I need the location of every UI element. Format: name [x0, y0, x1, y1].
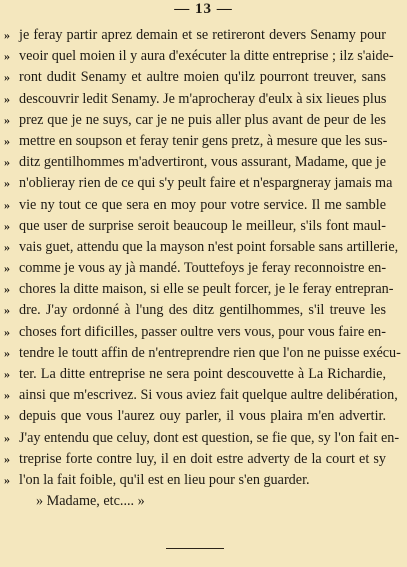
- quote-mark: »: [4, 261, 10, 276]
- line-text: n'oblieray rien de ce qui s'y peult faire et n'espargneray jamais ma: [19, 175, 393, 192]
- quote-mark: »: [4, 28, 10, 42]
- line-text: chores la ditte maison, si elle se peult forcer, je le feray entrepran-: [19, 281, 394, 298]
- quote-mark: »: [4, 112, 10, 127]
- text-line: [0, 131, 407, 152]
- text-line: [0, 428, 407, 449]
- text-line: [0, 110, 407, 131]
- line-text: mettre en soupson et feray tenir gens pretz, à mesure que les sus-: [19, 132, 388, 149]
- quote-mark: »: [4, 176, 10, 191]
- quote-mark: »: [4, 303, 10, 318]
- text-line: [0, 152, 407, 173]
- line-text: l'on la fait foible, qu'il est en lieu pour s'en guarder.: [19, 471, 310, 488]
- text-line: [0, 25, 407, 46]
- line-text: veoir quel moien il y aura d'exécuter la ditte entreprise ; ilz s'aide-: [19, 48, 394, 65]
- text-line: [0, 364, 407, 385]
- text-line: [0, 89, 407, 110]
- closing-rule: [166, 548, 224, 549]
- quote-mark: »: [4, 49, 10, 64]
- line-text: ditz gentilhommes m'advertiront, vous assurant, Madame, que je: [19, 154, 386, 171]
- quote-mark: »: [4, 282, 10, 297]
- line-text: choses fort dificilles, passer oultre vers vous, pour vous faire en-: [19, 323, 386, 340]
- text-line: [0, 195, 407, 216]
- line-text: comme je vous ay jà mandé. Touttefoys je feray reconnoistre en-: [19, 260, 387, 277]
- quote-mark: »: [4, 155, 10, 170]
- quote-mark: »: [4, 197, 10, 212]
- line-text: vie ny tout ce que sera en moy pour votre service. Il me samble: [19, 196, 386, 213]
- line-text: vais guet, attendu que la mayson n'est point forsable sans artillerie,: [19, 238, 399, 255]
- text-line: [0, 173, 407, 194]
- quote-mark: »: [4, 133, 10, 148]
- text-line: [0, 258, 407, 279]
- quote-mark: »: [4, 430, 10, 445]
- line-text: treprise forte contre luy, il en doit estre adverty de la court et sy: [19, 450, 386, 467]
- letter-text: [0, 25, 407, 512]
- text-line: [0, 46, 407, 67]
- quote-mark: »: [4, 91, 10, 106]
- closing-line: [0, 491, 407, 512]
- quote-mark: »: [4, 409, 10, 424]
- text-line: [0, 216, 407, 237]
- text-line: [0, 406, 407, 427]
- text-line: [0, 449, 407, 470]
- line-text: dre. J'ay ordonné à l'ung des ditz gentilhommes, s'il treuve les: [19, 302, 386, 319]
- text-line: [0, 343, 407, 364]
- closing-text: » Madame, etc.... »: [36, 493, 145, 510]
- quote-mark: »: [4, 239, 10, 254]
- quote-mark: »: [4, 218, 10, 233]
- line-text: prez que je ne suys, car je ne puis aller plus avant de peur de les: [19, 111, 386, 128]
- quote-mark: »: [4, 472, 10, 487]
- line-text: ainsi que m'escrivez. Si vous aviez fait quelque aultre delibération,: [19, 387, 398, 404]
- quote-mark: »: [4, 367, 10, 381]
- quote-mark: »: [4, 451, 10, 466]
- quote-mark: »: [4, 345, 10, 360]
- text-line: [0, 279, 407, 300]
- text-line: [0, 322, 407, 343]
- line-text: descouvrir ledit Senamy. Je m'aprocheray d'eulx à six lieues plus: [19, 90, 387, 107]
- quote-mark: »: [4, 70, 10, 85]
- line-text: que user de surprise seroit beaucoup le meilleur, s'ils font maul-: [19, 217, 386, 234]
- line-text: tendre le toutt affin de n'entreprendre rien que l'on ne puisse exécu-: [19, 344, 401, 361]
- text-line: [0, 385, 407, 406]
- text-line: [0, 470, 407, 491]
- page-number: — 13 —: [174, 1, 233, 17]
- text-line: [0, 237, 407, 258]
- line-text: ter. La ditte entreprise ne sera point descouvette à La Richardie,: [19, 366, 386, 382]
- text-line: [0, 300, 407, 321]
- quote-mark: »: [4, 324, 10, 339]
- line-text: je feray partir aprez demain et se retireront devers Senamy pour: [19, 27, 386, 43]
- line-text: J'ay entendu que celuy, dont est question, se fie que, sy l'on fait en-: [19, 429, 400, 446]
- text-line: [0, 67, 407, 88]
- quote-mark: »: [4, 388, 10, 403]
- line-text: ront dudit Senamy et aultre moien qu'ilz pourront treuver, sans: [19, 69, 386, 86]
- line-text: depuis que vous l'aurez ouy parler, il vous plaira m'en advertir.: [19, 408, 386, 425]
